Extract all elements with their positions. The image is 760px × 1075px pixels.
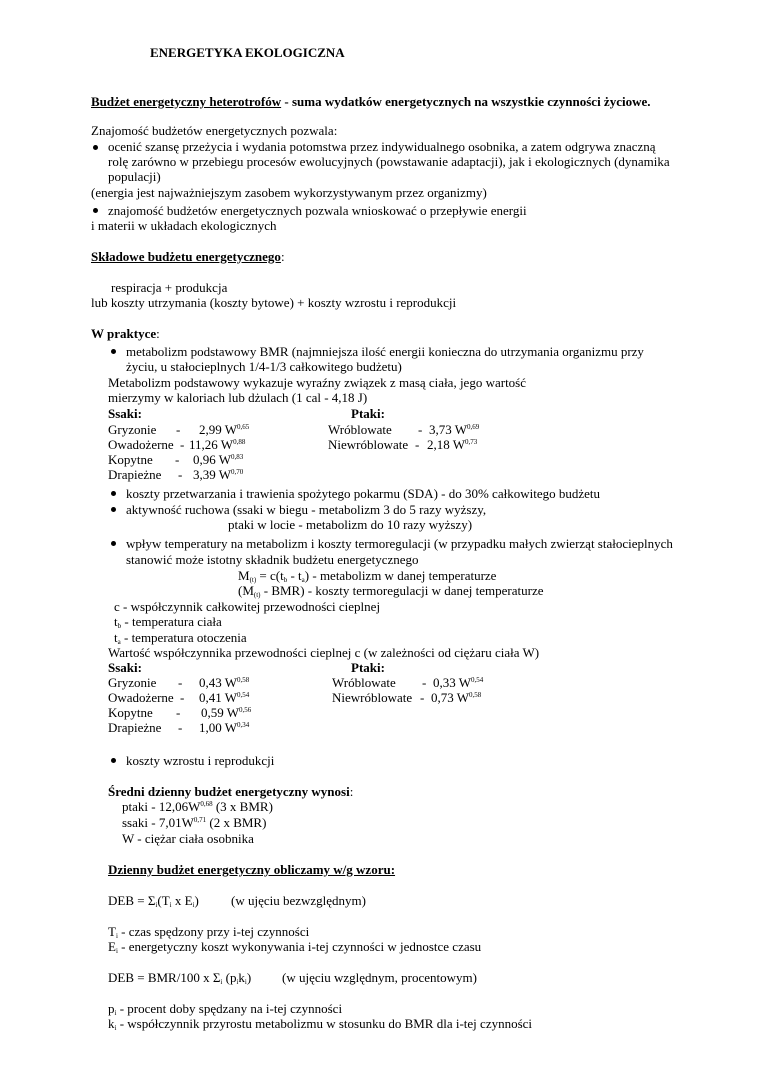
daily-mammals: ssaki - $7,01W^{0,71}$ (2 x BMR) (122, 815, 267, 830)
bullet1-line1: ocenić szansę przeżycia i wydania potomstwa przez indywidualnego osobnika, a zatem odgrywa znaczną (108, 139, 656, 154)
table-row: Kopytne (108, 452, 153, 467)
bmr-line3: Metabolizm podstawowy wykazuje wyraźny związek z masą ciała, jego wartość (108, 375, 527, 390)
bullet-dot (111, 507, 116, 512)
bullet2-line2: i materii w układach ekologicznych (91, 218, 277, 233)
table-row: Gryzonie (108, 422, 157, 437)
page-title: ENERGETYKA EKOLOGICZNA (150, 45, 345, 60)
deb-heading: Dzienny budżet energetyczny obliczamy w/g wzoru: (108, 862, 396, 877)
table-row: Niewróblowate (332, 690, 413, 705)
def-ti: $T_i$ - czas spędzony przy i-tej czynności (108, 924, 310, 940)
daily-birds: ptaki - $12,06W^{0,68}$ (3 x BMR) (122, 799, 273, 814)
bullet2-line1: znajomość budżetów energetycznych pozwala wnioskować o przepływie energii (108, 203, 527, 218)
bmr-line1: metabolizm podstawowy BMR (najmniejsza ilość energii konieczna do utrzymania organizmu przy (126, 344, 644, 359)
formula-metabolism: $M_{(t)} = c(t_b - t_a)$ - metabolizm w danej temperaturze (238, 568, 497, 584)
sda-text: koszty przetwarzania i trawienia spożytego pokarmu (SDA) - do 30% całkowitego budżetu (126, 486, 600, 501)
definition-text: - suma wydatków energetycznych na wszystkie czynności życiowe. (281, 94, 651, 109)
bmr-mammals-label: Ssaki: (108, 406, 142, 421)
bmr-line2: życiu, u stałocieplnych 1/4-1/3 całkowitego budżetu) (126, 359, 402, 374)
table-row: Owadożerne (108, 437, 174, 452)
bullet1-line3: populacji) (108, 169, 161, 184)
def-ki: $k_i$ - współczynnik przyrostu metabolizmu w stosunku do BMR dla i-tej czynności (108, 1016, 533, 1032)
definition-term: Budżet energetyczny heterotrofów (91, 94, 282, 109)
table-row: Kopytne (108, 705, 153, 720)
deb-absolute-note: (w ujęciu bezwzględnym) (231, 893, 367, 908)
bullet-dot (111, 349, 116, 354)
deb-formula-relative: DEB = BMR/100 x $\Sigma_i$ $(p_ik_i)$ (108, 970, 252, 986)
bullet-dot (111, 541, 116, 546)
def-tb: $t_b$ - temperatura ciała (114, 614, 222, 630)
def-ta: $t_a$ - temperatura otoczenia (114, 630, 247, 646)
activity-line2: ptaki w locie - metabolizm do 10 razy wyższy) (228, 517, 473, 532)
bullet-dot (93, 208, 98, 213)
table-row: Wróblowate (332, 675, 396, 690)
bullet-dot (93, 145, 98, 150)
daily-weight-def: W - ciężar ciała osobnika (122, 831, 254, 846)
formula-thermoregulation: $(M_{(t)} - BMR)$ - koszty termoregulacji w danej temperaturze (238, 583, 544, 599)
bullet1-line2: rolę zarówno w przebiegu procesów ewolucyjnych (powstawanie adaptacji), jak i ekologicznych (dynamika (108, 154, 670, 169)
deb-formula-absolute: DEB = $\Sigma_i(T_i$ x $E_i$) (108, 893, 199, 909)
bullet-dot (111, 758, 116, 763)
practice-heading: W praktyce: (91, 326, 160, 341)
table-row: Owadożerne (108, 690, 174, 705)
table-row: Drapieżne (108, 720, 162, 735)
intro-text: Znajomość budżetów energetycznych pozwala: (91, 123, 338, 138)
table-row: Gryzonie (108, 675, 157, 690)
def-ei: $E_i$ - energetyczny koszt wykonywania i-tej czynności w jednostce czasu (108, 939, 482, 955)
bullet-dot (111, 491, 116, 496)
components-heading: Składowe budżetu energetycznego: (91, 249, 285, 264)
components-line2: lub koszty utrzymania (koszty bytowe) + koszty wzrostu i reprodukcji (91, 295, 457, 310)
table-row: Wróblowate (328, 422, 392, 437)
def-pi: $p_i$ - procent doby spędzany na i-tej czynności (108, 1001, 343, 1017)
activity-line1: aktywność ruchowa (ssaki w biegu - metabolizm 3 do 5 razy wyższy, (126, 502, 487, 517)
bmr-line4: mierzymy w kaloriach lub dżulach (1 cal - 4,18 J) (108, 390, 368, 405)
daily-heading: Średni dzienny budżet energetyczny wynosi: (108, 784, 354, 799)
growth-text: koszty wzrostu i reprodukcji (126, 753, 275, 768)
bmr-birds-label: Ptaki: (351, 406, 385, 421)
cond-birds-label: Ptaki: (351, 660, 385, 675)
cond-mammals-label: Ssaki: (108, 660, 142, 675)
components-line1: respiracja + produkcja (111, 280, 228, 295)
energy-note: (energia jest najważniejszym zasobem wykorzystywanym przez organizmy) (91, 185, 487, 200)
def-c: c - współczynnik całkowitej przewodności cieplnej (114, 599, 381, 614)
thermo-line1: wpływ temperatury na metabolizm i koszty termoregulacji (w przypadku małych zwierząt stałocieplnych (126, 536, 673, 551)
deb-relative-note: (w ujęciu względnym, procentowym) (282, 970, 477, 985)
conductance-intro: Wartość współczynnika przewodności cieplnej c (w zależności od ciężaru ciała W) (108, 645, 540, 660)
table-row: Drapieżne (108, 467, 162, 482)
heterotroph-definition (91, 94, 651, 109)
table-row: Niewróblowate (328, 437, 409, 452)
thermo-line2: stanowić może istotny składnik budżetu energetycznego (126, 552, 419, 567)
